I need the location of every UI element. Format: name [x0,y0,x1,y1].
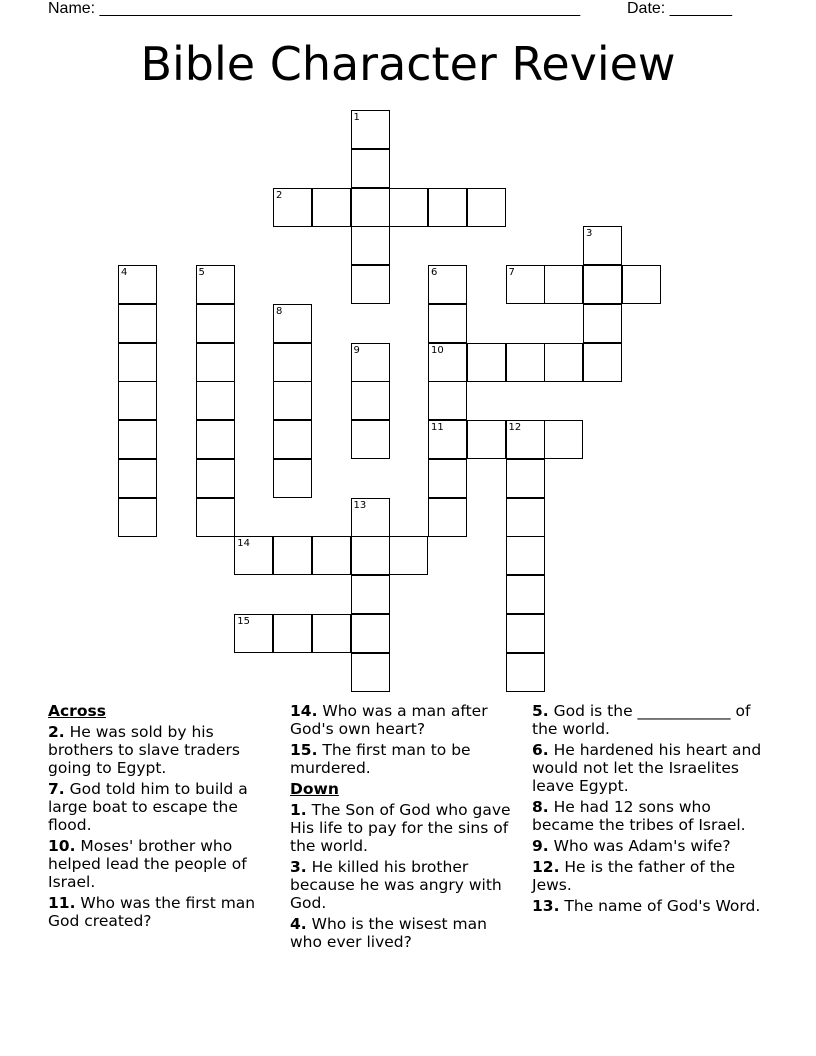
crossword-cell[interactable] [351,149,390,188]
crossword-cell[interactable] [428,459,467,498]
clue-number: 13 [353,499,367,511]
clue-item [532,897,764,915]
crossword-cell[interactable] [312,614,351,653]
clue-number-label: 4. [290,915,307,933]
crossword-cell[interactable] [196,304,235,343]
clue-text: He is the father of the Jews. [532,858,736,894]
crossword-cell[interactable] [196,459,235,498]
crossword-cell[interactable] [428,420,467,459]
crossword-cell[interactable] [583,226,622,265]
clue-number: 1 [353,112,360,123]
crossword-cell[interactable] [273,304,312,343]
crossword-cell[interactable] [351,265,390,304]
crossword-cell[interactable] [273,188,312,227]
clue-number: 9 [353,344,360,356]
clue-text: Who was Adam's wife? [548,837,731,855]
clue-number-label: 12. [532,858,560,876]
crossword-cell[interactable] [389,536,428,575]
crossword-cell[interactable] [312,188,351,227]
clues-column-2 [290,702,522,954]
clue-item [48,780,280,834]
crossword-cell[interactable] [118,343,157,382]
crossword-cell[interactable] [351,110,390,149]
crossword-cell[interactable] [583,343,622,382]
crossword-cell[interactable] [118,498,157,537]
crossword-cell[interactable] [351,420,390,459]
crossword-cell[interactable] [351,614,390,653]
clue-item [48,894,280,930]
crossword-cell[interactable] [351,575,390,614]
crossword-cell[interactable] [428,343,467,382]
crossword-cell[interactable] [196,498,235,537]
crossword-cell[interactable] [273,420,312,459]
crossword-cell[interactable] [351,653,390,692]
clue-number-label: 13. [532,897,560,915]
crossword-cell[interactable] [196,343,235,382]
clue-number-label: 8. [532,798,549,816]
clue-item [290,702,522,738]
clue-number: 15 [237,615,250,627]
crossword-cell[interactable] [273,381,312,420]
crossword-cell[interactable] [351,188,390,227]
crossword-cell[interactable] [506,459,545,498]
crossword-cell[interactable] [196,265,235,304]
crossword-cell[interactable] [467,420,506,459]
crossword-cell[interactable] [506,343,545,382]
clue-text: He was sold by his brothers to slave traders going to Egypt. [48,723,240,777]
crossword-cell[interactable] [118,459,157,498]
clue-item [532,798,764,834]
across-heading: Across [48,702,106,720]
clue-item [290,858,522,912]
crossword-cell[interactable] [506,420,545,459]
page-title: Bible Character Review [140,37,676,91]
clue-text: God told him to build a large boat to escape the flood. [48,780,248,834]
clue-number: 5 [198,267,205,278]
crossword-cell[interactable] [428,498,467,537]
clue-number: 6 [431,267,438,278]
clue-text: The first man to be murdered. [290,741,471,777]
crossword-cell[interactable] [351,226,390,265]
clue-number: 3 [586,228,593,240]
clue-item [290,801,522,855]
clue-item [532,702,764,738]
name-field-label: Name: ______________________________________________________ [48,0,581,17]
date-field-label: Date: _______ [627,0,732,17]
clue-item [48,837,280,891]
clue-number-label: 2. [48,723,65,741]
clue-item [290,915,522,951]
clue-number-label: 15. [290,741,318,759]
clue-number-label: 9. [532,837,549,855]
clue-number: 7 [508,267,515,278]
crossword-cell[interactable] [273,614,312,653]
crossword-cell[interactable] [583,304,622,343]
crossword-cell[interactable] [544,265,583,304]
crossword-cell[interactable] [273,459,312,498]
clue-text: He had 12 sons who became the tribes of Israel. [532,798,746,834]
clue-number-label: 10. [48,837,76,855]
clue-number: 2 [276,189,283,201]
clues-column-1 [48,702,280,933]
crossword-cell[interactable] [118,265,157,304]
crossword-cell[interactable] [506,653,545,692]
crossword-cell[interactable] [583,265,622,304]
clue-number: 8 [276,305,283,317]
clue-text: The Son of God who gave His life to pay for the sins of the world. [290,801,511,855]
crossword-cell[interactable] [234,614,273,653]
crossword-cell[interactable] [506,575,545,614]
clue-text: The name of God's Word. [559,897,761,915]
clue-item [290,741,522,777]
clue-item [532,741,764,795]
clue-text: God is the ____________ of the world. [532,702,751,738]
crossword-cell[interactable] [351,498,390,537]
clue-item [48,723,280,777]
crossword-cell[interactable] [506,498,545,537]
clue-text: Who is the wisest man who ever lived? [290,915,487,951]
crossword-cell[interactable] [428,265,467,304]
crossword-cell[interactable] [118,420,157,459]
clue-number-label: 7. [48,780,65,798]
crossword-cell[interactable] [506,614,545,653]
clue-item [532,858,764,894]
crossword-cell[interactable] [118,381,157,420]
clue-number-label: 1. [290,801,307,819]
clue-number: 11 [431,422,444,433]
down-heading: Down [290,780,339,798]
clue-number-label: 5. [532,702,549,720]
clue-text: Who was a man after God's own heart? [290,702,488,738]
crossword-cell[interactable] [506,536,545,575]
clue-text: Moses' brother who helped lead the people of Israel. [48,837,247,891]
clue-item [532,837,764,855]
clue-text: He killed his brother because he was angry with God. [290,858,502,912]
crossword-cell[interactable] [389,188,428,227]
crossword-cell[interactable] [234,536,273,575]
crossword-cell[interactable] [196,381,235,420]
clue-number-label: 11. [48,894,76,912]
clue-number-label: 14. [290,702,318,720]
crossword-cell[interactable] [118,304,157,343]
crossword-cell[interactable] [428,304,467,343]
clue-number-label: 3. [290,858,307,876]
clue-number: 14 [237,538,250,550]
clue-text: He hardened his heart and would not let the Israelites leave Egypt. [532,741,762,795]
clue-number-label: 6. [532,741,549,759]
clue-number: 4 [121,267,128,278]
crossword-cell[interactable] [312,536,351,575]
clue-number: 10 [431,344,444,356]
crossword-cell[interactable] [428,188,467,227]
crossword-cell[interactable] [467,188,506,227]
crossword-cell[interactable] [428,381,467,420]
clue-number: 12 [508,422,522,433]
clue-text: Who was the first man God created? [48,894,256,930]
crossword-cell[interactable] [467,343,506,382]
crossword-cell[interactable] [351,536,390,575]
crossword-cell[interactable] [544,343,583,382]
crossword-cell[interactable] [351,381,390,420]
crossword-cell[interactable] [351,343,390,382]
crossword-cell[interactable] [273,343,312,382]
clues-column-3 [532,702,764,918]
crossword-cell[interactable] [622,265,661,304]
crossword-cell[interactable] [506,265,545,304]
crossword-cell[interactable] [273,536,312,575]
crossword-cell[interactable] [196,420,235,459]
crossword-cell[interactable] [544,420,583,459]
